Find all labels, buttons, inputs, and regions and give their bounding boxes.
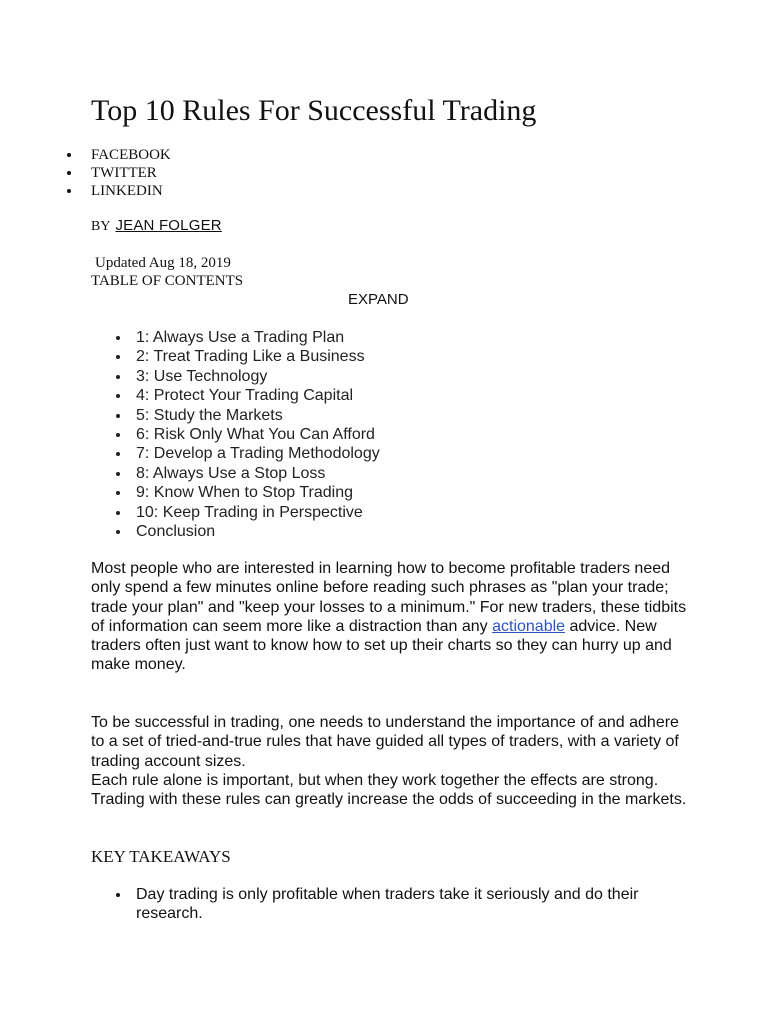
takeaway-item: Day trading is only profitable when traders take it seriously and do their research. <box>0 885 656 924</box>
intro-paragraph <box>91 559 691 675</box>
toc-item[interactable]: 7: Develop a Trading Methodology <box>0 444 380 463</box>
takeaway-list <box>0 885 656 924</box>
page-title: Top 10 Rules For Successful Trading <box>91 94 537 127</box>
toc-heading: TABLE OF CONTENTS <box>91 273 244 289</box>
key-takeaways-heading: KEY TAKEAWAYS <box>91 847 231 866</box>
toc-list <box>0 328 380 541</box>
toc-item[interactable]: 8: Always Use a Stop Loss <box>0 464 380 483</box>
toc-item[interactable]: 4: Protect Your Trading Capital <box>0 386 380 405</box>
toc-item[interactable]: 9: Know When to Stop Trading <box>0 483 380 502</box>
author-link[interactable]: JEAN FOLGER <box>115 217 222 234</box>
actionable-link[interactable]: actionable <box>492 617 566 635</box>
rules-paragraph <box>91 713 691 809</box>
toc-item[interactable]: 1: Always Use a Trading Plan <box>0 328 380 347</box>
intro-text-before-link: Most people who are interested in learning how to become profitable traders need only spend a few minutes online before reading such phrases as "plan your trade; trade your plan" and "keep your losses to a minimum." For new traders, these tidbits of information can seem more like a distraction than any <box>91 560 687 635</box>
share-link-linkedin[interactable]: LINKEDIN <box>0 182 171 200</box>
expand-button[interactable]: EXPAND <box>348 291 409 308</box>
updated-date: Updated Aug 18, 2019 <box>95 255 231 271</box>
toc-item[interactable]: 3: Use Technology <box>0 367 380 386</box>
byline-prefix: BY <box>91 219 110 234</box>
toc-item[interactable]: 2: Treat Trading Like a Business <box>0 347 380 366</box>
toc-item[interactable]: 6: Risk Only What You Can Afford <box>0 425 380 444</box>
toc-item[interactable]: Conclusion <box>0 522 380 541</box>
share-link-twitter[interactable]: TWITTER <box>0 164 171 182</box>
share-link-facebook[interactable]: FACEBOOK <box>0 146 171 164</box>
share-links <box>0 146 171 200</box>
toc-item[interactable]: 5: Study the Markets <box>0 406 380 425</box>
rules-paragraph-line-1: To be successful in trading, one needs to understand the importance of and adhere to a set of tried-and-true rules that have guided all types of traders, with a variety of trading account sizes. <box>91 714 679 770</box>
byline <box>91 217 222 236</box>
toc-item[interactable]: 10: Keep Trading in Perspective <box>0 503 380 522</box>
rules-paragraph-line-2: Each rule alone is important, but when they work together the effects are strong. Trading with these rules can greatly increase the odds of succeeding in the markets. <box>91 771 687 809</box>
intro-text-after-link: advice. New traders often just want to know how to set up their charts so they can hurry up and make money. <box>91 617 672 674</box>
